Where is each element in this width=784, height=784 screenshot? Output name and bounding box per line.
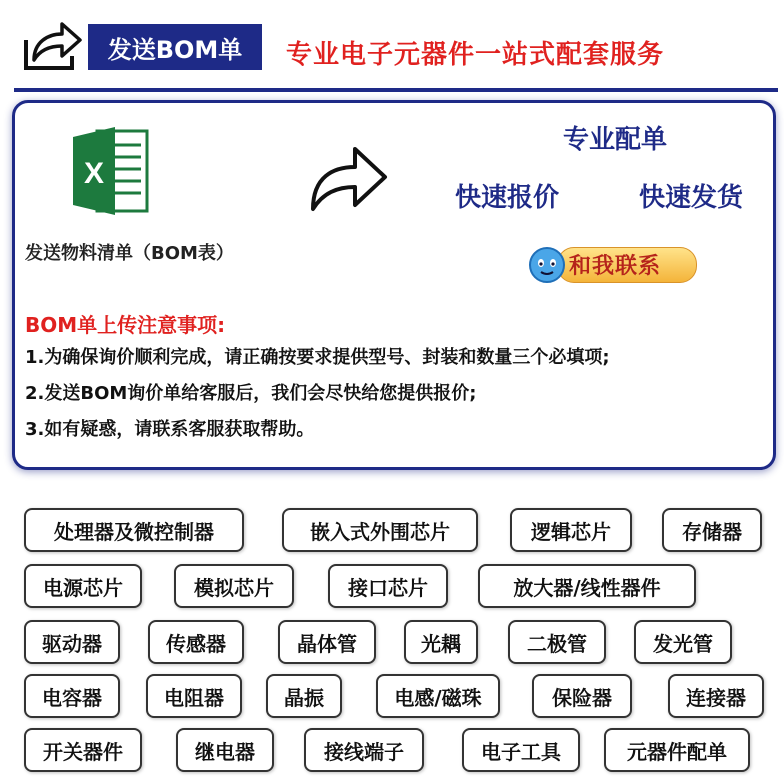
category-button[interactable]: 二极管 [508,620,606,664]
bom-info-panel [12,100,776,470]
category-button[interactable]: 继电器 [176,728,274,772]
category-button[interactable]: 电感/磁珠 [376,674,500,718]
category-button[interactable]: 存储器 [662,508,762,552]
category-button[interactable]: 模拟芯片 [174,564,294,608]
header [0,0,784,100]
bom-caption: 发送物料清单（BOM表） [25,243,234,264]
category-button[interactable]: 元器件配单 [604,728,750,772]
slogan-quick-ship: 快速发货 [639,183,744,213]
note-item: 1.为确保询价顺利完成，请正确按要求提供型号、封装和数量三个必填项; [25,347,610,368]
svg-text:X: X [83,157,105,190]
category-button[interactable]: 传感器 [148,620,244,664]
category-button[interactable]: 驱动器 [24,620,120,664]
category-button[interactable]: 接线端子 [304,728,424,772]
category-button[interactable]: 嵌入式外围芯片 [282,508,478,552]
category-button[interactable]: 接口芯片 [328,564,448,608]
category-button[interactable]: 放大器/线性器件 [478,564,696,608]
send-bom-badge[interactable]: 发送BOM单 [88,24,262,70]
share-arrow-icon [307,143,389,213]
page-tagline: 专业电子元器件一站式配套服务 [286,40,665,70]
slogan-professional: 专业配单 [563,125,668,155]
category-button[interactable]: 电容器 [24,674,120,718]
chat-bubble-icon [527,245,567,285]
category-button[interactable]: 连接器 [668,674,764,718]
excel-icon [71,125,149,217]
category-button[interactable]: 逻辑芯片 [510,508,632,552]
category-button[interactable]: 电子工具 [462,728,580,772]
category-button[interactable]: 电阻器 [146,674,242,718]
category-button[interactable]: 处理器及微控制器 [24,508,244,552]
slogan-quick-quote: 快速报价 [455,183,560,213]
category-button[interactable]: 开关器件 [24,728,142,772]
note-item: 2.发送BOM询价单给客服后，我们会尽快给您提供报价; [25,383,477,404]
category-button[interactable]: 保险器 [532,674,632,718]
category-button[interactable]: 晶体管 [278,620,376,664]
contact-label: 和我联系 [569,254,662,279]
category-button[interactable]: 发光管 [634,620,732,664]
note-item: 3.如有疑惑，请联系客服获取帮助。 [25,419,315,440]
share-arrow-icon [20,16,84,72]
category-button[interactable]: 光耦 [404,620,478,664]
category-button[interactable]: 电源芯片 [24,564,142,608]
notes-title: BOM单上传注意事项: [25,313,226,337]
header-divider [14,88,778,92]
category-button[interactable]: 晶振 [266,674,342,718]
contact-us-button[interactable] [527,243,695,285]
